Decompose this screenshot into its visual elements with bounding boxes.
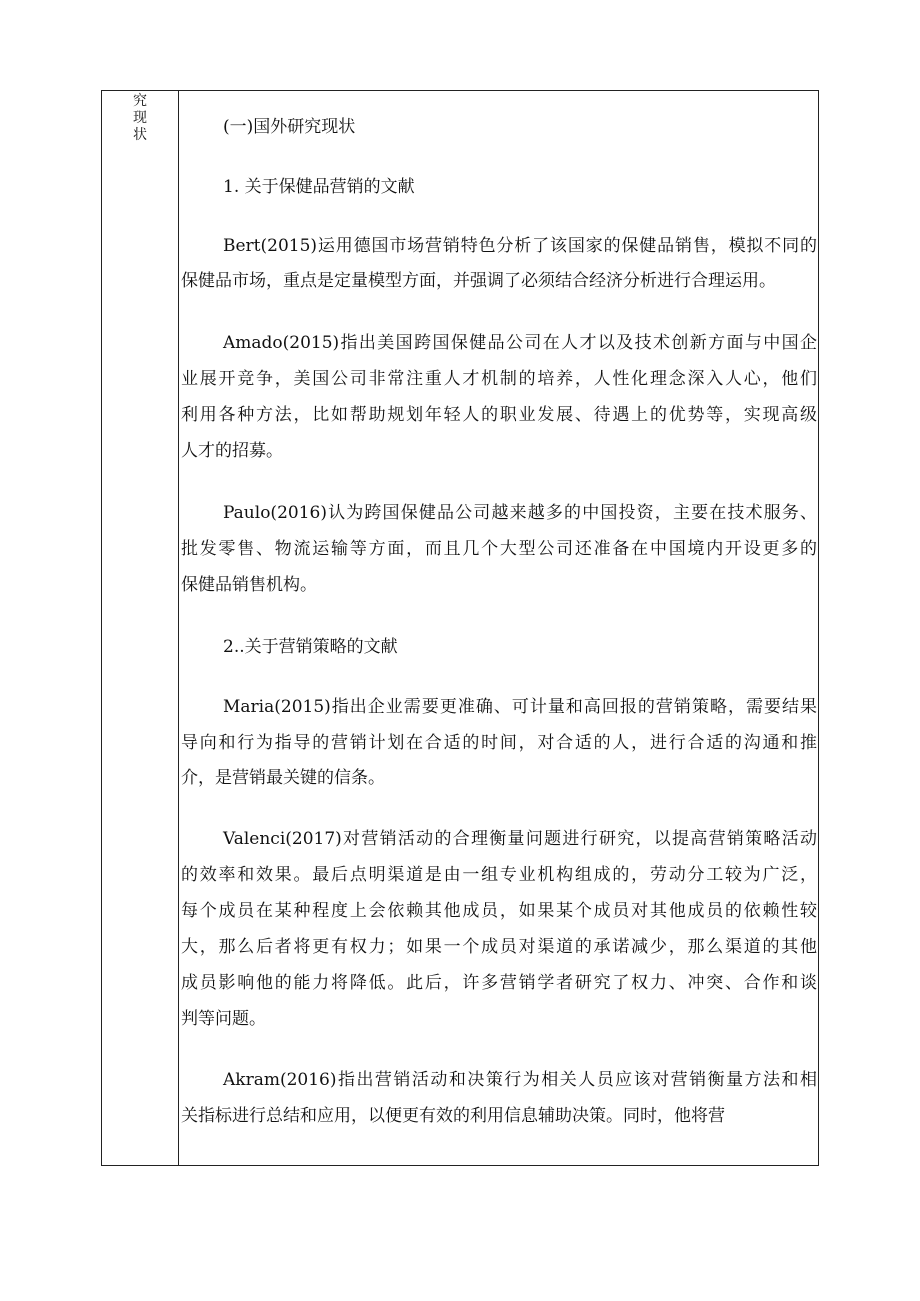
subsection-heading-health-products: 1. 关于保健品营销的文献 [223, 177, 415, 197]
paragraph-bert-line: 保健品市场，重点是定量模型方面，并强调了必须结合经济分析进行合理运用。 [181, 271, 776, 291]
paragraph-amado-line: 人才的招募。 [181, 441, 283, 461]
paragraph-valenci-line: 的效率和效果。最后点明渠道是由一组专业机构组成的，劳动分工较为广泛， [181, 865, 817, 885]
paragraph-amado-line: 业展开竞争，美国公司非常注重人才机制的培养，人性化理念深入人心，他们 [181, 369, 817, 389]
section-heading-foreign: (一)国外研究现状 [223, 117, 356, 137]
row-label-char: 状 [133, 127, 147, 143]
paragraph-paulo-line: 批发零售、物流运输等方面，而且几个大型公司还准备在中国境内开设更多的 [181, 539, 817, 559]
subsection-heading-marketing-strategy: 2..关于营销策略的文献 [223, 637, 398, 657]
paragraph-maria-line: Maria(2015)指出企业需要更准确、可计量和高回报的营销策略，需要结果 [223, 697, 817, 717]
paragraph-valenci-line: 成员影响他的能力将降低。此后，许多营销学者研究了权力、冲突、合作和谈 [181, 973, 817, 993]
row-label-char: 现 [133, 110, 147, 126]
row-label-char: 究 [133, 93, 147, 109]
row-label-cell [102, 91, 179, 1165]
paragraph-maria-line: 导向和行为指导的营销计划在合适的时间，对合适的人，进行合适的沟通和推 [181, 733, 817, 753]
content-cell [179, 91, 819, 1165]
paragraph-akram-line: 关指标进行总结和应用，以便更有效的利用信息辅助决策。同时，他将营 [181, 1106, 725, 1126]
paragraph-maria-line: 介，是营销最关键的信条。 [181, 768, 385, 788]
paragraph-valenci-line: Valenci(2017)对营销活动的合理衡量问题进行研究，以提高营销策略活动 [223, 829, 817, 849]
research-status-table [101, 90, 819, 1166]
paragraph-paulo-line: 保健品销售机构。 [181, 575, 317, 595]
paragraph-akram-line: Akram(2016)指出营销活动和决策行为相关人员应该对营销衡量方法和相 [223, 1070, 817, 1090]
paragraph-valenci-line: 每个成员在某种程度上会依赖其他成员，如果某个成员对其他成员的依赖性较 [181, 901, 817, 921]
paragraph-valenci-line: 大，那么后者将更有权力；如果一个成员对渠道的承诺减少，那么渠道的其他 [181, 937, 817, 957]
paragraph-paulo-line: Paulo(2016)认为跨国保健品公司越来越多的中国投资，主要在技术服务、 [223, 503, 817, 523]
paragraph-amado-line: 利用各种方法，比如帮助规划年轻人的职业发展、待遇上的优势等，实现高级 [181, 405, 817, 425]
paragraph-bert-line: Bert(2015)运用德国市场营销特色分析了该国家的保健品销售，模拟不同的 [223, 236, 817, 256]
paragraph-amado-line: Amado(2015)指出美国跨国保健品公司在人才以及技术创新方面与中国企 [223, 333, 817, 353]
paragraph-valenci-line: 判等问题。 [181, 1009, 266, 1029]
